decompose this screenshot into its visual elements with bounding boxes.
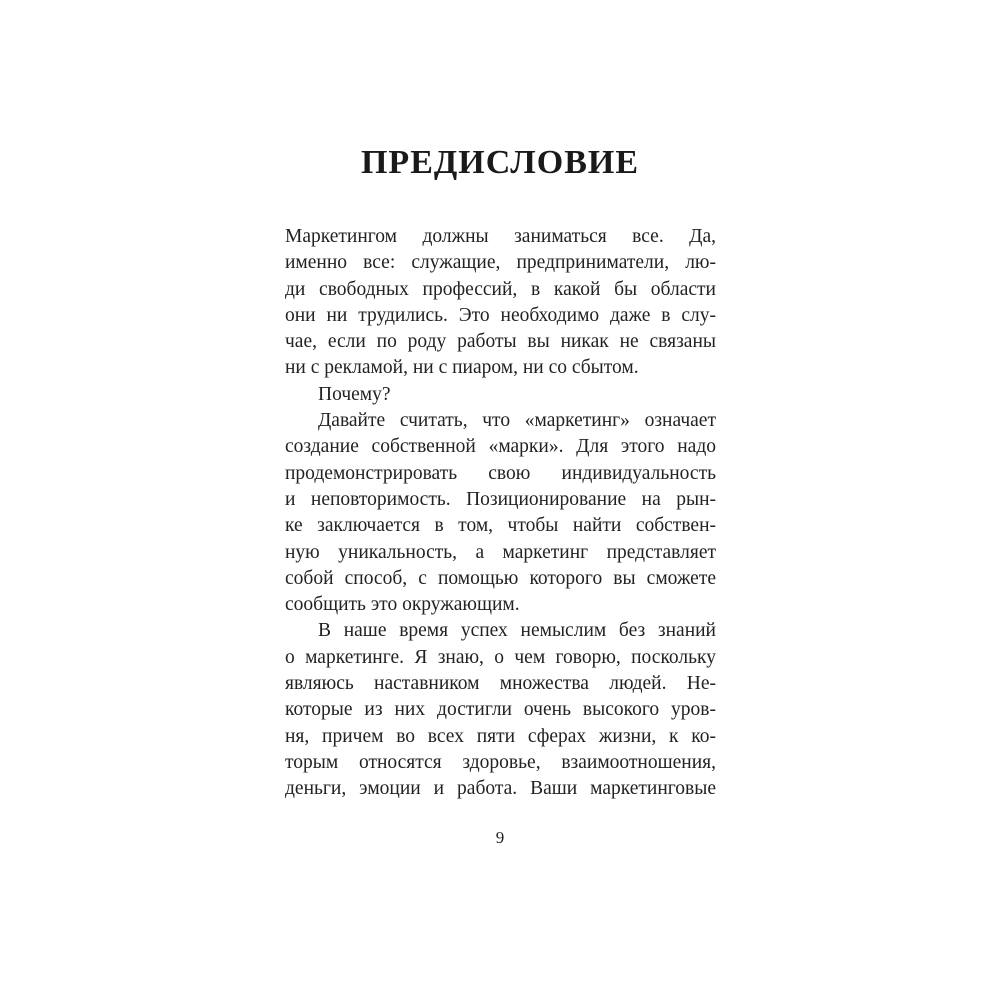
text-line: Маркетингом должны заниматься все. Да, bbox=[285, 226, 716, 247]
text-line: деньги, эмоции и работа. Ваши маркетинговые bbox=[285, 778, 716, 800]
text-line: продемонстрировать свою индивидуальность bbox=[285, 462, 716, 484]
text-line: о маркетинге. Я знаю, о чем говорю, поскольку bbox=[285, 646, 716, 668]
text-line: чае, если по роду работы вы никак не связаны bbox=[285, 331, 716, 353]
text-line: сообщить это окружающим. bbox=[285, 594, 520, 616]
text-line: Давайте считать, что «маркетинг» означает bbox=[318, 410, 716, 432]
text-line: торым относятся здоровье, взаимоотношения, bbox=[285, 751, 716, 773]
page-number: 9 bbox=[495, 828, 505, 847]
text-line: ня, причем во всех пяти сферах жизни, к ко- bbox=[285, 725, 716, 747]
text-line: именно все: служащие, предприниматели, лю- bbox=[285, 252, 716, 274]
text-line: они ни трудились. Это необходимо даже в слу- bbox=[285, 304, 716, 326]
text-line: В наше время успех немыслим без знаний bbox=[318, 620, 716, 642]
text-line: Почему? bbox=[318, 383, 391, 405]
text-line: создание собственной «марки». Для этого надо bbox=[285, 436, 716, 458]
text-line: ди свободных профессий, в какой бы области bbox=[285, 278, 716, 300]
text-line: ную уникальность, а маркетинг представляет bbox=[285, 541, 716, 563]
text-line: ни с рекламой, ни с пиаром, ни со сбытом. bbox=[285, 357, 639, 379]
text-line: являюсь наставником множества людей. Не- bbox=[285, 673, 716, 695]
chapter-title: ПРЕДИСЛОВИЕ bbox=[360, 144, 640, 181]
text-line: и неповторимость. Позиционирование на рын- bbox=[285, 488, 716, 510]
text-line: ке заключается в том, чтобы найти собствен- bbox=[285, 515, 716, 537]
text-line: которые из них достигли очень высокого уров- bbox=[285, 699, 716, 721]
body-text bbox=[285, 224, 716, 803]
text-line: собой способ, с помощью которого вы сможете bbox=[285, 567, 716, 589]
